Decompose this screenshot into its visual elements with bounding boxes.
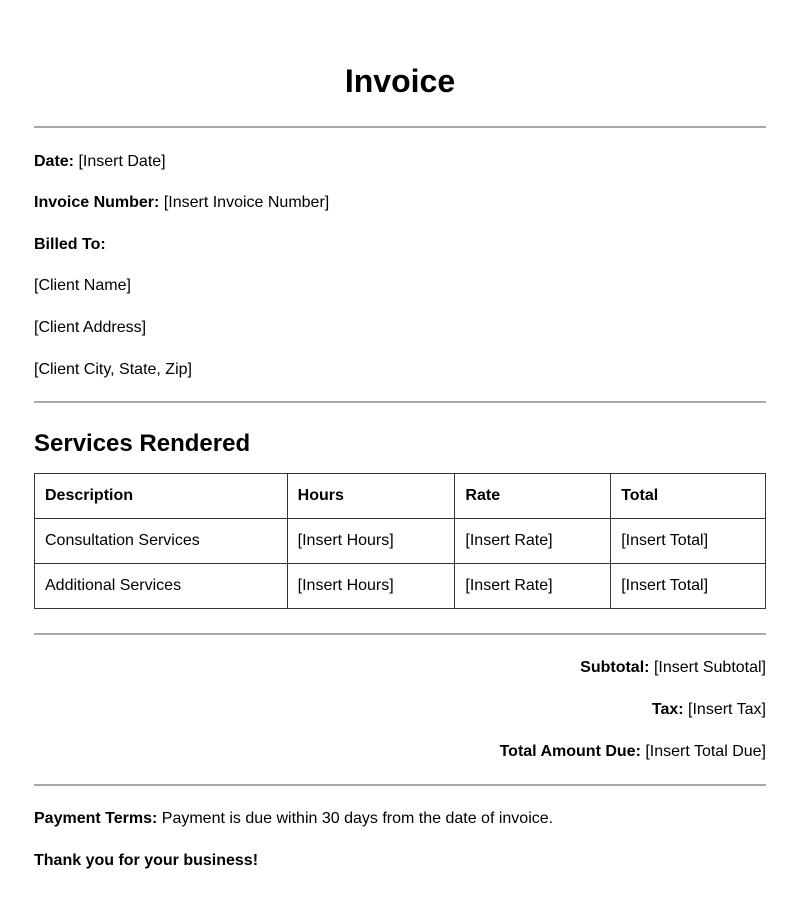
total-due-value: [Insert Total Due] (645, 743, 766, 760)
invoice-number-value: [Insert Invoice Number] (163, 194, 330, 211)
subtotal-label: Subtotal: (580, 659, 650, 676)
payment-terms-value: Payment is due within 30 days from the date of invoice. (161, 810, 554, 827)
cell-total: [Insert Total] (611, 519, 766, 564)
client-address: [Client Address] (34, 319, 147, 336)
services-heading: Services Rendered (34, 430, 251, 457)
subtotal-value: [Insert Subtotal] (653, 659, 766, 676)
divider (34, 401, 766, 403)
invoice-number-label: Invoice Number: (34, 194, 160, 211)
billed-to-label: Billed To: (34, 236, 106, 253)
cell-description: Additional Services (35, 564, 288, 609)
cell-hours: [Insert Hours] (287, 564, 455, 609)
client-city: [Client City, State, Zip] (34, 361, 192, 378)
date-line (34, 152, 166, 172)
table-header-row (35, 474, 766, 519)
column-header-rate: Rate (455, 474, 611, 519)
table-row (35, 564, 766, 609)
cell-hours: [Insert Hours] (287, 519, 455, 564)
table-row (35, 519, 766, 564)
date-label: Date: (34, 153, 75, 170)
column-header-hours: Hours (287, 474, 455, 519)
divider (34, 633, 766, 635)
tax-value: [Insert Tax] (688, 701, 766, 718)
thank-you-line (34, 851, 258, 871)
subtotal-line (580, 658, 766, 678)
column-header-description: Description (35, 474, 288, 519)
cell-rate: [Insert Rate] (455, 564, 611, 609)
divider (34, 784, 766, 786)
cell-total: [Insert Total] (611, 564, 766, 609)
services-table (34, 473, 766, 609)
billed-to-line (34, 235, 106, 255)
client-name: [Client Name] (34, 277, 131, 294)
invoice-number-line (34, 193, 329, 213)
total-due-label: Total Amount Due: (499, 743, 641, 760)
total-due-line (500, 742, 766, 762)
tax-label: Tax: (651, 701, 684, 718)
cell-rate: [Insert Rate] (455, 519, 611, 564)
payment-terms-label: Payment Terms: (34, 810, 158, 827)
cell-description: Consultation Services (35, 519, 288, 564)
payment-terms-line (34, 809, 553, 829)
tax-line (652, 700, 766, 720)
date-value: [Insert Date] (78, 153, 166, 170)
column-header-total: Total (611, 474, 766, 519)
invoice-title: Invoice (344, 63, 456, 99)
divider (34, 126, 766, 128)
thank-you-text: Thank you for your business! (34, 852, 259, 869)
